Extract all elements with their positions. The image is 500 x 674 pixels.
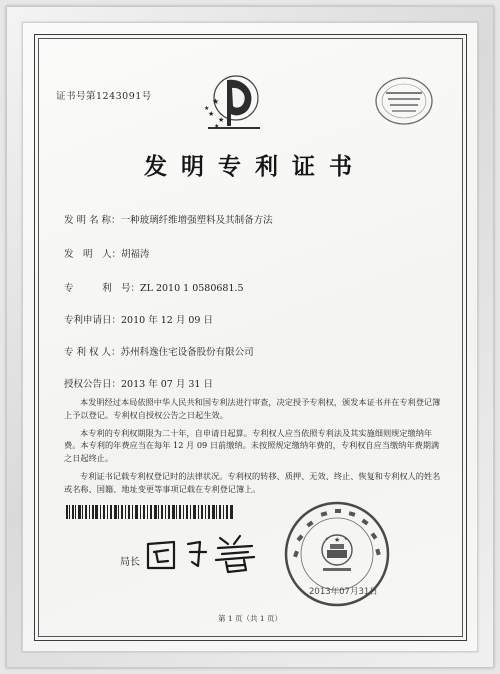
svg-text:★: ★ xyxy=(204,105,210,112)
certificate-number: 证书号第1243091号 xyxy=(56,91,152,102)
certificate-body xyxy=(64,396,444,501)
field-value: 一种玻璃纤维增强塑料及其制备方法 xyxy=(120,215,273,226)
field-label: 专 利 权 人： xyxy=(64,347,121,358)
field-value: ZL 2010 1 0580681.5 xyxy=(140,283,244,294)
national-emblem-seal-icon xyxy=(283,500,391,608)
field-value: 2010 年 12 月 09 日 xyxy=(121,315,213,326)
field-value: 苏州科逸住宅设备股份有限公司 xyxy=(120,347,254,358)
field-inventor xyxy=(64,246,150,260)
field-value: 胡福涛 xyxy=(121,249,150,260)
field-value: 2013 年 07 月 31 日 xyxy=(121,379,213,390)
body-paragraph: 本专利的专利权期限为二十年，自申请日起算。专利权人应当依照专利法及其实施细则规定缴纳年费。本专利的年费应当在每年 12 月 09 日前缴纳。未按照规定缴纳年费的，专利权自应当缴纳年费期满之日起终止。 xyxy=(64,427,440,464)
svg-text:★: ★ xyxy=(325,536,329,541)
field-label: 发 明 名 称： xyxy=(64,215,121,226)
body-paragraph: 本发明经过本局依照中华人民共和国专利法进行审查，决定授予专利权，颁发本证书并在专利登记簿上予以登记。专利权自授权公告之日起生效。 xyxy=(64,397,441,420)
field-patentee xyxy=(64,344,254,358)
seal-date: 2013年07月31日 xyxy=(309,587,378,597)
office-stamp-icon xyxy=(372,74,436,128)
field-patent-number xyxy=(64,280,244,294)
field-application-date xyxy=(64,312,213,326)
field-grant-date xyxy=(64,376,213,390)
field-label: 专利申请日： xyxy=(64,315,122,326)
director-label: 局长 xyxy=(120,557,140,568)
field-label: 发 明 人： xyxy=(64,249,122,260)
page-title: 发明专利证书 xyxy=(144,153,366,180)
svg-text:★: ★ xyxy=(334,536,341,544)
body-paragraph: 专利证书记载专利权登记时的法律状况。专利权的转移、质押、无效、终止、恢复和专利权人的姓名或名称、国籍、地址变更等事项记载在专利登记簿上。 xyxy=(64,470,441,494)
svg-text:★: ★ xyxy=(344,536,348,541)
svg-text:★: ★ xyxy=(218,116,225,124)
director-signature xyxy=(140,530,270,576)
field-label: 专 利 号： xyxy=(64,283,141,294)
svg-text:★: ★ xyxy=(212,97,220,106)
svg-text:★: ★ xyxy=(208,110,215,118)
barcode-icon xyxy=(66,505,234,519)
page-number: 第 1 页（共 1 页） xyxy=(217,614,283,623)
patent-office-emblem-icon xyxy=(198,70,270,140)
field-label: 授权公告日： xyxy=(64,379,122,390)
svg-text:★: ★ xyxy=(214,123,220,130)
field-invention-name xyxy=(64,212,273,226)
